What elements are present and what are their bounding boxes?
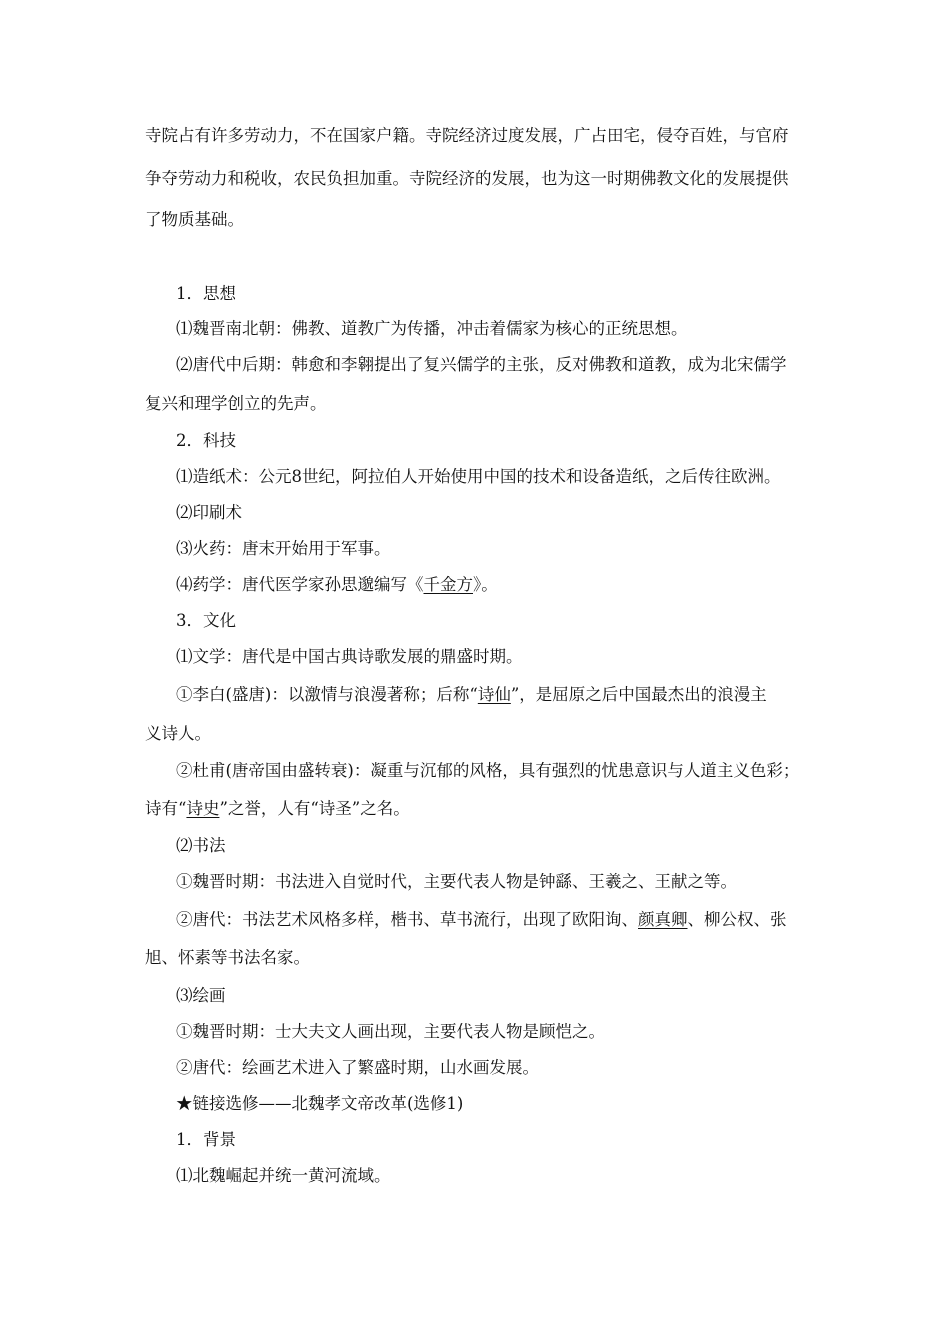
section-heading-tech: 2．科技 xyxy=(176,431,236,450)
culture-painting: ⑶绘画 xyxy=(176,986,226,1005)
tech-item-medicine: ⑷药学：唐代医学家孙思邈编写《千金方》。 xyxy=(176,575,498,594)
painting-tang: ②唐代：绘画艺术进入了繁盛时期，山水画发展。 xyxy=(176,1058,539,1077)
underlined-term: 千金方 xyxy=(423,575,473,594)
thought-item-2: ⑵唐代中后期：韩愈和李翱提出了复兴儒学的主张，反对佛教和道教，成为北宋儒学 xyxy=(176,355,787,374)
calligraphy-tang-cont: 旭、怀素等书法名家。 xyxy=(145,948,310,967)
culture-libai: ①李白(盛唐)：以激情与浪漫著称；后称“诗仙”，是屈原之后中国最杰出的浪漫主 xyxy=(176,685,767,704)
intro-line-2: 争夺劳动力和税收，农民负担加重。寺院经济的发展，也为这一时期佛教文化的发展提供 xyxy=(145,169,789,188)
tech-item-gunpowder: ⑶火药：唐末开始用于军事。 xyxy=(176,539,391,558)
intro-line-1: 寺院占有许多劳动力，不在国家户籍。寺院经济过度发展，广占田宅，侵夺百姓，与官府 xyxy=(145,126,789,145)
tech-item-paper: ⑴造纸术：公元8世纪，阿拉伯人开始使用中国的技术和设备造纸，之后传往欧洲。 xyxy=(176,467,781,486)
culture-dufu: ②杜甫(唐帝国由盛转衰)：凝重与沉郁的风格，具有强烈的忧患意识与人道主义色彩； xyxy=(176,761,800,780)
underlined-term: 诗仙 xyxy=(477,685,511,704)
culture-libai-cont: 义诗人。 xyxy=(145,724,211,743)
link-item-1: ⑴北魏崛起并统一黄河流域。 xyxy=(176,1166,391,1185)
calligraphy-tang: ②唐代：书法艺术风格多样，楷书、草书流行，出现了欧阳询、颜真卿、柳公权、张 xyxy=(176,910,787,929)
intro-line-3: 了物质基础。 xyxy=(145,210,244,229)
tech-item-printing: ⑵印刷术 xyxy=(176,503,242,522)
painting-weijin: ①魏晋时期：士大夫文人画出现，主要代表人物是顾恺之。 xyxy=(176,1022,605,1041)
calligraphy-weijin: ①魏晋时期：书法进入自觉时代，主要代表人物是钟繇、王羲之、王献之等。 xyxy=(176,872,737,891)
link-title: ★链接选修——北魏孝文帝改革(选修1) xyxy=(176,1094,464,1113)
thought-item-1: ⑴魏晋南北朝：佛教、道教广为传播，冲击着儒家为核心的正统思想。 xyxy=(176,319,688,338)
underlined-term: 颜真卿 xyxy=(638,910,688,929)
underlined-term: 诗史 xyxy=(186,799,220,818)
culture-literature: ⑴文学：唐代是中国古典诗歌发展的鼎盛时期。 xyxy=(176,647,523,666)
section-heading-thought: 1．思想 xyxy=(176,284,236,303)
section-heading-culture: 3．文化 xyxy=(176,611,236,630)
thought-item-2-cont: 复兴和理学创立的先声。 xyxy=(145,394,327,413)
link-heading-background: 1．背景 xyxy=(176,1130,236,1149)
culture-calligraphy: ⑵书法 xyxy=(176,836,226,855)
culture-dufu-cont: 诗有“诗史”之誉，人有“诗圣”之名。 xyxy=(145,799,410,818)
